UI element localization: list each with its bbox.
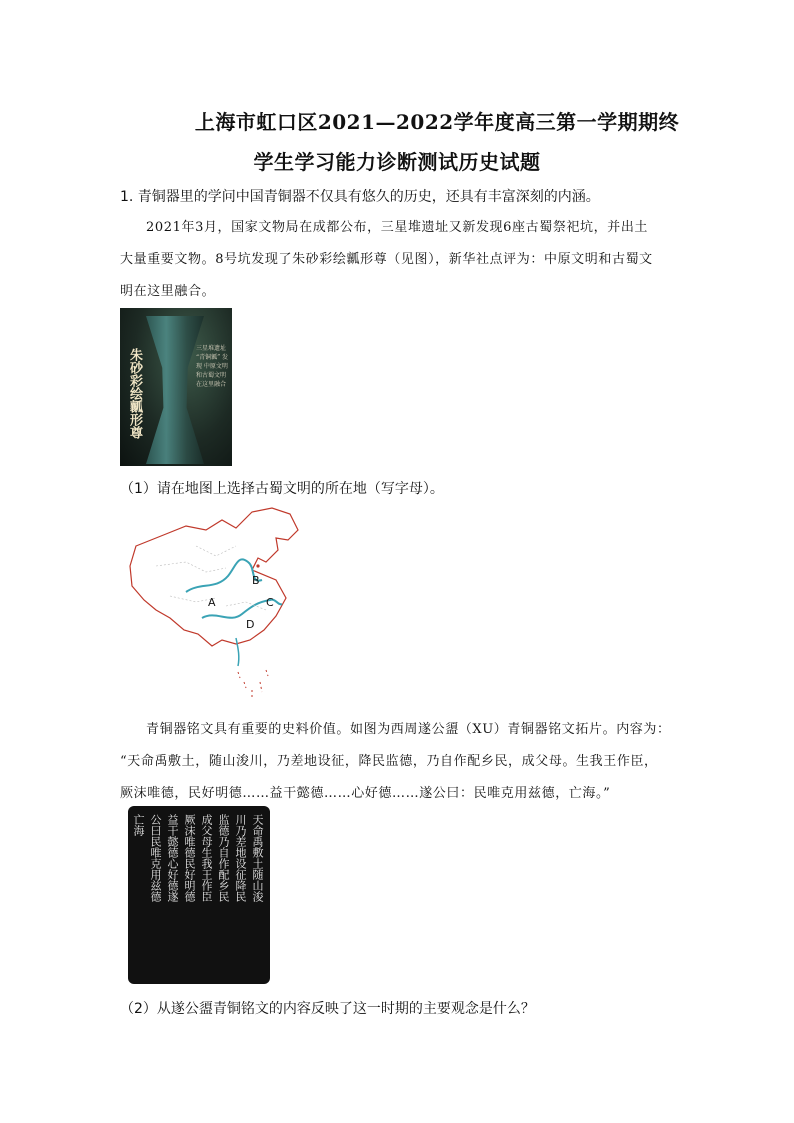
passage2-line2: “天命禹敷土，随山浚川，乃差地设征，降民监德，乃自作配乡民，成父母。生我王作臣，: [120, 754, 658, 769]
question-1-stem: 1. 青铜器里的学问中国青铜器不仅具有悠久的历史，还具有丰富深刻的内涵。: [120, 189, 600, 205]
map-label-a: A: [208, 596, 216, 609]
passage1-line3: 明在这里融合。: [120, 284, 216, 299]
map-label-b: B: [252, 574, 260, 587]
passage1-line1: 2021年3月，国家文物局在成都公布，三星堆遗址又新发现6座古蜀祭祀坑，并出土: [146, 220, 649, 235]
rubbing-column: 成父母生我王作臣: [200, 814, 213, 902]
photo-side-note: 三星堆遗址 “青铜瓤” 发现 中原文明 和古蜀文明 在这里融合: [196, 345, 229, 388]
bronze-vessel-photo: [120, 308, 232, 466]
rubbing-column: 厥沫唯德民好明德: [183, 814, 196, 902]
capital-marker: [256, 564, 259, 567]
river-yellow: [186, 559, 262, 592]
rubbing-column: 川乃差地设征降民: [234, 814, 247, 902]
rubbing-column: 公曰民唯克用兹德: [149, 814, 162, 902]
exam-title-line2: 学生学习能力诊断测试历史试题: [253, 150, 541, 174]
photo-vertical-title: 朱砂彩绘瓤形尊: [127, 348, 142, 439]
passage2-line3: 厥沫唯德，民好明德……益干懿德……心好德……遂公曰：民唯克用兹德，亡海。”: [120, 786, 611, 801]
rubbing-column: 益干懿德心好德遂: [166, 814, 179, 902]
river-south: [236, 638, 239, 666]
vessel-shape: [146, 316, 204, 464]
rubbing-column: 亡海: [132, 814, 145, 836]
rubbing-column: 监德乃自作配乡民: [217, 814, 230, 902]
map-label-d: D: [246, 618, 255, 631]
rubbing-column: 天命禹敷土随山浚: [251, 814, 264, 902]
china-map: [126, 506, 306, 706]
south-sea-islands: [238, 670, 268, 698]
sub-question-2: （2）从遂公盨青铜铭文的内容反映了这一时期的主要观念是什么？: [120, 1001, 535, 1017]
map-label-c: C: [266, 596, 274, 609]
exam-title-line1: 上海市虹口区2021—2022学年度高三第一学期期终: [194, 110, 680, 134]
map-outline: [130, 508, 298, 646]
passage2-line1: 青铜器铭文具有重要的史料价值。如图为西周遂公盨（XU）青铜器铭文拓片。内容为：: [146, 722, 671, 737]
sub-question-1: （1）请在地图上选择古蜀文明的所在地（写字母）。: [120, 481, 444, 497]
inscription-rubbing: [128, 806, 270, 984]
passage1-line2: 大量重要文物。8号坑发现了朱砂彩绘瓤形尊（见图），新华社点评为：中原文明和古蜀文: [120, 252, 653, 267]
